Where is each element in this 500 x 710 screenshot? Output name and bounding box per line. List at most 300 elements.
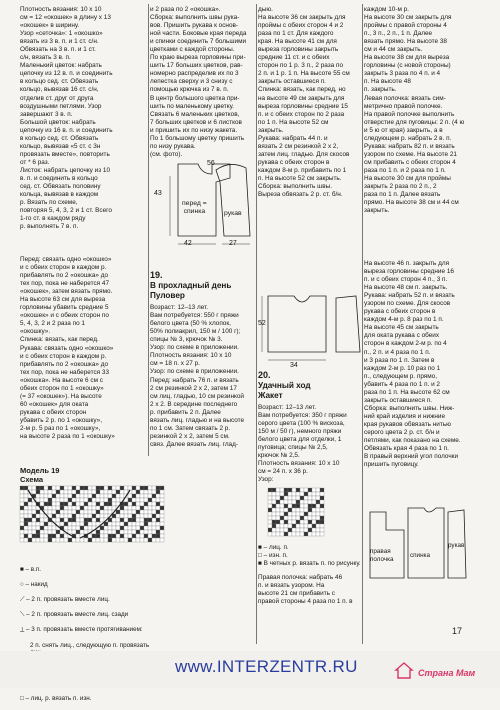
grid-cell [152,506,156,510]
grid-cell [76,534,80,538]
grid-cell [28,538,32,542]
grid-cell [92,486,96,490]
grid-cell [300,520,304,524]
grid-cell [292,504,296,508]
grid-cell [128,522,132,526]
grid-cell [36,510,40,514]
grid-cell [84,514,88,518]
grid-cell [112,514,116,518]
grid-cell [128,538,132,542]
legend-item-1: ■ – в.п. [20,565,42,573]
grid-cell [284,532,288,536]
grid-cell [120,530,124,534]
pattern20-back-label: спинка [410,552,430,559]
grid-cell [316,504,320,508]
grid-cell [40,486,44,490]
grid-cell [32,506,36,510]
grid-cell [104,534,108,538]
grid-cell [48,526,52,530]
grid-cell [284,508,288,512]
grid-cell [308,492,312,496]
grid-cell [108,530,112,534]
grid-cell [108,490,112,494]
grid-cell [120,534,124,538]
grid-cell [84,526,88,530]
grid-cell [300,508,304,512]
grid-cell [148,506,152,510]
grid-cell [284,524,288,528]
grid-cell [280,516,284,520]
schema-title: Схема [20,475,44,484]
grid-cell [76,526,80,530]
grid-cell [288,508,292,512]
grid-cell [312,488,316,492]
grid-cell [92,522,96,526]
grid-cell [68,494,72,498]
grid-cell [160,506,164,510]
grid-cell [136,538,140,542]
grid-cell [80,518,84,522]
brand-logo-text: Страна Мам [418,668,476,678]
grid-cell [72,522,76,526]
grid-cell [52,538,56,542]
grid-cell [116,530,120,534]
model19-title: В прохладный день [150,281,232,290]
grid-cell [44,538,48,542]
grid-cell [276,508,280,512]
grid-cell [64,538,68,542]
grid-cell [296,532,300,536]
grid-cell [120,518,124,522]
grid-cell [156,490,160,494]
grid-cell [20,538,24,542]
grid-cell [68,518,72,522]
grid-cell [68,502,72,506]
grid-cell [308,516,312,520]
grid-cell [300,492,304,496]
grid-cell [116,490,120,494]
grid-cell [96,514,100,518]
grid-cell [160,522,164,526]
grid-cell [148,514,152,518]
grid-cell [304,496,308,500]
model19-stitch-grid [20,486,168,544]
grid-cell [28,514,32,518]
grid-cell [152,530,156,534]
grid-cell [288,500,292,504]
grid-cell [120,494,124,498]
grid-cell [296,500,300,504]
grid-cell [300,524,304,528]
grid-cell [316,492,320,496]
grid-cell [28,502,32,506]
grid-cell [292,532,296,536]
grid-cell [272,512,276,516]
legend-item-3: ⟋ – 2 п. провязать вместе лиц. [20,595,110,603]
grid-cell [296,496,300,500]
grid-cell [144,514,148,518]
grid-cell [276,524,280,528]
grid-cell [104,522,108,526]
grid-cell [152,522,156,526]
grid-cell [100,498,104,502]
legend-item-2: ○ – накид [20,580,48,588]
grid-cell [28,530,32,534]
grid-cell [152,534,156,538]
grid-cell [108,510,112,514]
grid-cell [296,492,300,496]
grid-cell [128,494,132,498]
grid-cell [316,488,320,492]
grid-cell [48,494,52,498]
grid-cell [156,518,160,522]
grid-cell [24,494,28,498]
grid-cell [88,538,92,542]
grid-cell [24,534,28,538]
grid-cell [68,486,72,490]
grid-cell [136,494,140,498]
dim-label-h: 34 [290,362,298,369]
grid-cell [68,526,72,530]
grid-cell [80,530,84,534]
grid-cell [268,528,272,532]
grid-cell [88,486,92,490]
grid-cell [28,518,32,522]
grid-cell [84,486,88,490]
model19-name: Пуловер [150,291,185,300]
grid-cell [52,486,56,490]
grid-cell [140,506,144,510]
grid-cell [280,532,284,536]
grid-cell [80,498,84,502]
grid-cell [160,498,164,502]
grid-cell [312,504,316,508]
grid-cell [136,510,140,514]
grid-cell [144,530,148,534]
grid-cell [92,494,96,498]
grid-cell [320,488,324,492]
grid-cell [280,500,284,504]
grid-cell [60,494,64,498]
grid-cell [28,506,32,510]
grid-cell [280,512,284,516]
grid-cell [132,494,136,498]
grid-cell [32,518,36,522]
grid-cell [300,528,304,532]
grid-cell [304,516,308,520]
grid-cell [84,510,88,514]
grid-cell [128,486,132,490]
grid-cell [104,510,108,514]
grid-cell [44,530,48,534]
grid-cell [140,486,144,490]
grid-cell [96,522,100,526]
grid-cell [308,500,312,504]
grid-cell [292,528,296,532]
grid-cell [56,538,60,542]
grid-cell [36,522,40,526]
model20-stitch-grid [268,488,328,540]
grid-cell [140,498,144,502]
grid-cell [112,490,116,494]
grid-cell [88,502,92,506]
grid-cell [80,506,84,510]
grid-cell [36,490,40,494]
grid-cell [284,520,288,524]
pattern20-sleeve-label: рукав [448,542,465,549]
grid-cell [64,526,68,530]
grid-cell [108,506,112,510]
grid-cell [128,514,132,518]
grid-cell [308,532,312,536]
grid-cell [148,502,152,506]
grid-cell [36,526,40,530]
grid-cell [276,520,280,524]
grid-cell [112,502,116,506]
grid-cell [76,510,80,514]
model20-specs: Возраст: 12–13 лет. Вам потребуется: 350 г пряжи серого цвета (100 % вискоза, 150 м / 50 г), немного пряжи белого цвета для отделки, 1 пуговица; спицы № 2,5, крючок № 2,5. Плотность вязания: 10 x 10 см = 24 п. x 36 р. Узор: [258,404,347,484]
col3-top-text: дыю. На высоте 36 см закрыть для проймы с обеих сторон 4 и 2 раза по 1 ст. Для каждого края. На высоте 41 см для выреза горловины закрыть средние 11 ст. и с обеих сторон по 1 р. 3 п., 2 раза по 2 п. и 1 р. 1 п. На высоте 55 см закрыть оставшиеся п. Спинка: вязать, как перед, но на высоте 49 см закрыть для выреза горловины средние 15 п. и с обеих сторон по 2 раза по 1 п. На высоте 52 см закрыть. Рукава: набрать 44 п. и вязать 2 см резинкой 2 x 2, затем лиц. гладью. Для скосов рукава с обеих сторон в каждом 8-м р. прибавить по 1 п. На высоте 52 см закрыть. Сборка: выполнить швы. Выреза обвязать 2 р. ст. б/н. [258,6,350,199]
grid-cell [144,502,148,506]
grid-cell [160,514,164,518]
grid-cell [148,526,152,530]
grid-cell [304,532,308,536]
grid-cell [148,486,152,490]
grid-cell [24,538,28,542]
grid-cell [116,486,120,490]
grid-cell [116,498,120,502]
grid-cell [104,498,108,502]
grid-cell [300,496,304,500]
grid-cell [24,526,28,530]
grid-cell [132,506,136,510]
grid-cell [268,512,272,516]
grid-cell [160,486,164,490]
grid-cell [96,510,100,514]
grid-cell [148,538,152,542]
grid-cell [72,494,76,498]
grid-cell [40,534,44,538]
grid-cell [92,514,96,518]
grid-cell [20,490,24,494]
grid-cell [120,514,124,518]
grid-cell [128,510,132,514]
grid-cell [64,486,68,490]
grid-cell [300,500,304,504]
grid-cell [144,510,148,514]
site-url-link[interactable]: www.INTERZENTR.RU [175,657,358,676]
grid-cell [116,494,120,498]
grid-cell [48,534,52,538]
grid-cell [72,526,76,530]
legend-item-5: ⟂ – 3 п. провязать вместе протягиванием: [20,626,143,634]
grid-cell [300,504,304,508]
grid-cell [304,504,308,508]
grid-cell [68,490,72,494]
grid-cell [48,522,52,526]
schema-model-label: Модель 19 [20,466,60,475]
grid-cell [148,518,152,522]
grid-cell [24,486,28,490]
grid-cell [144,498,148,502]
grid-cell [96,534,100,538]
model19-specs: Возраст: 12–13 лет. Вам потребуется: 550 г пряжи белого цвета (50 % хлопок, 50% полиакрил, 150 м / 100 г); спицы № 3, крючок № 3. Узор: по схеме в приложении. Плотность вязания: 10 x 10 см = 18 п. x 27 р. Узор: по схеме в приложении. [150,304,241,376]
grid-cell [44,502,48,506]
model19-number: 19. [150,270,163,280]
grid-cell [116,534,120,538]
grid-cell [40,518,44,522]
grid-cell [100,530,104,534]
grid-cell [56,530,60,534]
grid-cell [312,508,316,512]
grid-cell [96,486,100,490]
grid-cell [284,528,288,532]
grid-cell [320,512,324,516]
grid-cell [152,526,156,530]
grid-cell [60,498,64,502]
grid-cell [284,504,288,508]
grid-cell [84,502,88,506]
grid-cell [284,516,288,520]
grid-cell [88,518,92,522]
grid-cell [104,526,108,530]
grid-cell [296,512,300,516]
grid-cell [268,500,272,504]
grid-cell [88,526,92,530]
grid-cell [40,530,44,534]
grid-cell [88,514,92,518]
grid-cell [104,506,108,510]
grid-cell [124,534,128,538]
grid-cell [300,516,304,520]
grid-cell [88,522,92,526]
grid-cell [304,488,308,492]
model19-front-text: Перед: набрать 76 п. и вязать 2 см резинкой 2 x 2, затем 17 см лиц. гладью, 10 см резинкой 2 x 2. В середине последнего р. прибавить 2 п. Далее вязать лиц. гладью и на высоте по 1 см. Затем связать 2 р. резинкой 2 x 2, затем 5 см. связ. Далее вязать лиц. глад- [150,377,245,449]
grid-cell [52,530,56,534]
grid-cell [100,510,104,514]
grid-cell [128,506,132,510]
grid-cell [140,526,144,530]
grid-cell [40,526,44,530]
grid-cell [312,496,316,500]
grid-cell [32,526,36,530]
grid-cell [152,490,156,494]
grid-cell [92,534,96,538]
grid-cell [96,502,100,506]
grid-cell [20,522,24,526]
grid-cell [296,488,300,492]
grid-cell [272,488,276,492]
grid-cell [60,514,64,518]
grid-cell [132,486,136,490]
grid-cell [156,510,160,514]
grid-cell [132,530,136,534]
grid-cell [32,514,36,518]
grid-cell [104,490,108,494]
grid-cell [292,512,296,516]
grid-cell [32,490,36,494]
grid-cell [100,490,104,494]
grid-cell [288,496,292,500]
grid-cell [124,518,128,522]
grid-cell [292,492,296,496]
grid-cell [40,494,44,498]
grid-cell [32,534,36,538]
grid-cell [312,500,316,504]
grid-cell [92,510,96,514]
grid-cell [160,518,164,522]
grid-cell [40,490,44,494]
grid-cell [76,530,80,534]
pattern20-front-label: правая полочка [370,548,394,563]
model20-right-front-text: Правая полочка: набрать 46 п. и вязать узором. На высоте 21 см прибавить с правой стороны 4 раза по 1 п. в [258,574,353,606]
dim-label-c: 27 [229,240,237,247]
grid-cell [112,506,116,510]
grid-cell [156,526,160,530]
grid-cell [120,510,124,514]
grid-cell [28,498,32,502]
grid-cell [120,486,124,490]
grid-cell [140,514,144,518]
grid-cell [32,530,36,534]
grid-cell [268,508,272,512]
grid-cell [48,538,52,542]
grid-cell [100,538,104,542]
grid-cell [24,502,28,506]
grid-cell [108,498,112,502]
grid-cell [152,514,156,518]
grid-cell [48,510,52,514]
grid-cell [140,534,144,538]
column-rule-2 [256,4,257,644]
grid-cell [268,524,272,528]
grid-cell [148,498,152,502]
grid-cell [140,510,144,514]
grid-cell [304,500,308,504]
grid-cell [20,502,24,506]
grid-cell [292,524,296,528]
grid-cell [64,522,68,526]
grid-cell [28,510,32,514]
grid-cell [284,496,288,500]
model20-title: Удачный ход [258,381,311,390]
grid-cell [60,534,64,538]
grid-cell [272,496,276,500]
grid-cell [64,518,68,522]
grid-cell [84,490,88,494]
grid-cell [32,502,36,506]
grid-cell [144,526,148,530]
grid-cell [24,518,28,522]
grid-cell [60,518,64,522]
grid-cell [136,502,140,506]
grid-cell [112,522,116,526]
grid-cell [100,518,104,522]
grid-cell [64,514,68,518]
grid-cell [288,520,292,524]
grid-cell [84,506,88,510]
grid-cell [72,502,76,506]
grid-cell [268,516,272,520]
grid-cell [72,530,76,534]
grid-cell [120,490,124,494]
grid-cell [92,538,96,542]
grid-cell [320,520,324,524]
grid-cell [280,524,284,528]
grid-cell [272,508,276,512]
grid-cell [44,486,48,490]
grid-cell [48,502,52,506]
